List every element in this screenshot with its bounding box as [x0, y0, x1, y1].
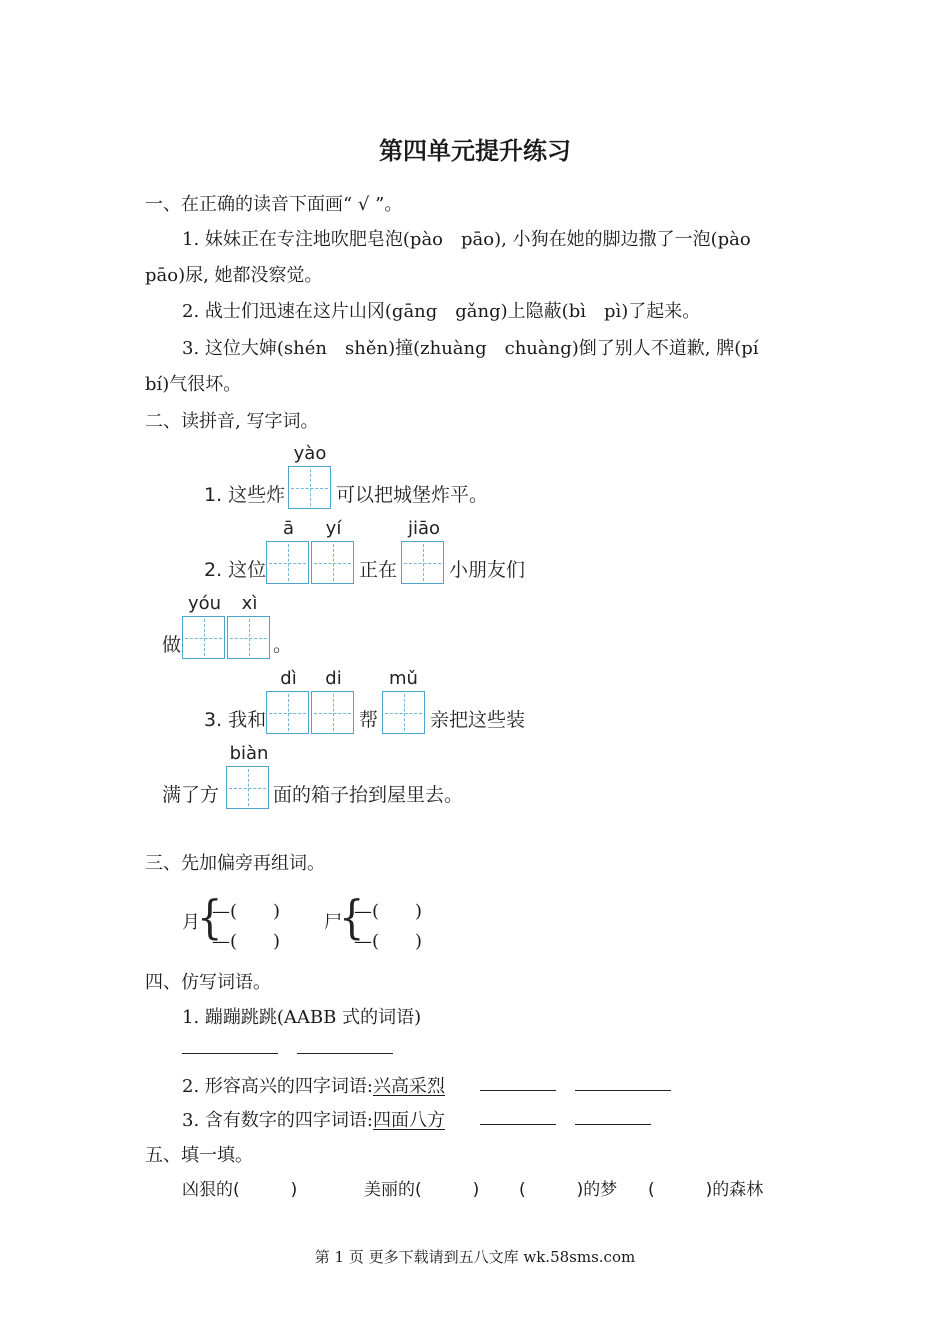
writing-box[interactable] — [227, 616, 270, 659]
s1-q1-line2: pāo)尿, 她都没察觉。 — [145, 265, 323, 286]
s2-l1-pinyin: yào — [293, 443, 327, 464]
answer-blank[interactable] — [297, 1053, 393, 1054]
s2-l4-middle: 帮 — [359, 709, 379, 731]
writing-box[interactable] — [311, 691, 354, 734]
writing-box[interactable] — [182, 616, 225, 659]
s2-l5-prefix: 满了方 — [162, 784, 220, 806]
writing-box[interactable] — [311, 541, 354, 584]
s4-q1: 1. 蹦蹦跳跳(AABB 式的词语) — [182, 1007, 422, 1028]
section-3-heading: 三、先加偏旁再组词。 — [145, 853, 325, 874]
writing-box[interactable] — [382, 691, 425, 734]
s5-item[interactable]: 凶狠的( ) — [182, 1180, 298, 1200]
s1-q2: 2. 战士们迅速在这片山冈(gāng gǎng)上隐蔽(bì pì)了起来。 — [182, 301, 701, 322]
s3-radical-2: 尸 — [324, 912, 342, 933]
page-footer: 第 1 页 更多下载请到五八文库 wk.58sms.com — [314, 1248, 636, 1266]
s1-q1-line1: 1. 妹妹正在专注地吹肥皂泡(pào pāo), 小狗在她的脚边撒了一泡(pào — [182, 229, 751, 250]
s5-item[interactable]: ( )的梦 — [519, 1180, 618, 1200]
s2-l4-pinyin-3: mǔ — [389, 668, 418, 689]
writing-box[interactable] — [288, 466, 331, 509]
answer-blank[interactable] — [575, 1124, 651, 1125]
s4-q3-label: 3. 含有数字的四字词语: — [182, 1110, 373, 1131]
s3-slot[interactable]: —( ) — [354, 901, 423, 922]
s2-l5-suffix: 面的箱子抬到屋里去。 — [273, 784, 464, 806]
s2-l2-suffix: 小朋友们 — [449, 559, 526, 581]
s2-l5-pinyin: biàn — [229, 743, 269, 764]
section-5-heading: 五、填一填。 — [145, 1145, 253, 1166]
answer-blank[interactable] — [182, 1053, 278, 1054]
answer-blank[interactable] — [575, 1090, 671, 1091]
s5-item[interactable]: 美丽的( ) — [364, 1180, 480, 1200]
s4-q2-example: 兴高采烈 — [372, 1076, 445, 1097]
s2-l4-prefix: 3. 我和 — [204, 709, 267, 731]
s4-q3-example: 四面八方 — [372, 1110, 445, 1131]
s2-l2-pinyin-3: jiāo — [407, 518, 441, 539]
s3-slot[interactable]: —( ) — [212, 901, 281, 922]
s2-l2-pinyin-2: yí — [325, 518, 342, 539]
s3-slot[interactable]: —( ) — [212, 931, 281, 952]
s2-l4-pinyin-2: di — [325, 668, 342, 689]
s1-q3-line1: 3. 这位大婶(shén shěn)撞(zhuàng chuàng)倒了别人不道歉, 脾(pí — [182, 338, 759, 359]
brace-icon: { — [339, 891, 365, 945]
s2-l3-pinyin-1: yóu — [187, 593, 222, 614]
s2-l1-suffix: 可以把城堡炸平。 — [336, 484, 489, 506]
s2-l4-pinyin-1: dì — [280, 668, 297, 689]
writing-box[interactable] — [401, 541, 444, 584]
s3-slot[interactable]: —( ) — [354, 931, 423, 952]
s3-radical-1: 月 — [182, 912, 200, 933]
brace-icon: { — [197, 891, 223, 945]
s4-q2 — [182, 1072, 445, 1098]
s2-l2-middle: 正在 — [359, 559, 398, 581]
s2-l3-suffix: 。 — [273, 634, 293, 656]
s4-q2-label: 2. 形容高兴的四字词语: — [182, 1076, 373, 1097]
s4-q3 — [182, 1106, 445, 1132]
section-4-heading: 四、仿写词语。 — [145, 972, 271, 993]
writing-box[interactable] — [266, 691, 309, 734]
s1-q3-line2: bí)气很坏。 — [145, 374, 242, 395]
s2-l3-prefix: 做 — [162, 634, 182, 656]
writing-box[interactable] — [266, 541, 309, 584]
s5-item[interactable]: ( )的森林 — [648, 1180, 764, 1200]
s2-l2-pinyin-1: ā — [282, 518, 295, 539]
page-title: 第四单元提升练习 — [379, 137, 571, 165]
answer-blank[interactable] — [480, 1124, 556, 1125]
section-2-heading: 二、读拼音, 写字词。 — [145, 411, 319, 432]
s2-l3-pinyin-2: xì — [241, 593, 258, 614]
s2-l4-suffix: 亲把这些装 — [430, 709, 526, 731]
writing-box[interactable] — [226, 766, 269, 809]
answer-blank[interactable] — [480, 1090, 556, 1091]
s2-l1-prefix: 1. 这些炸 — [204, 484, 286, 506]
section-1-heading: 一、在正确的读音下面画“ √ ”。 — [145, 194, 403, 215]
s2-l2-prefix: 2. 这位 — [204, 559, 267, 581]
